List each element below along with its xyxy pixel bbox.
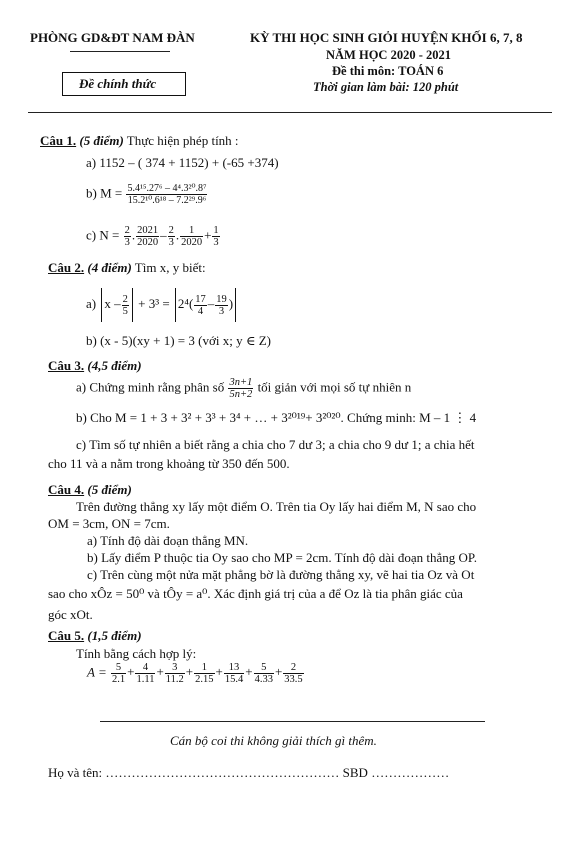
- abs-bar-right2: [235, 288, 236, 322]
- q5-instruction: Tính bằng cách hợp lý:: [76, 646, 197, 661]
- q2-instruction: Tìm x, y biết:: [134, 260, 206, 275]
- q4-b: b) Lấy điểm P thuộc tia Oy sao cho MP = 2cm. Tính độ dài đoạn thẳng OP.: [87, 550, 477, 565]
- q3-a-post: tối giản với mọi số tự nhiên n: [257, 379, 412, 395]
- q3-a: [76, 377, 411, 400]
- plus-sign: +: [127, 664, 135, 680]
- q4-a: a) Tính độ dài đoạn thẳng MN.: [87, 533, 249, 548]
- q1-points: (5 điểm): [79, 133, 124, 148]
- subject: Đề thi môn: TOÁN 6: [332, 64, 444, 78]
- q5-term-3: $\frac{3}{11.2}$: [165, 662, 184, 685]
- q4-c-line1: c) Trên cùng một nửa mặt phẳng bờ là đường thẳng xy, vẽ hai tia Oz và Ot: [87, 567, 475, 582]
- footer-note: Cán bộ coi thi không giải thích gì thêm.: [170, 733, 377, 748]
- office-name: PHÒNG GD&ĐT NAM ĐÀN: [30, 30, 195, 45]
- q2-a-x: x –: [104, 295, 121, 311]
- plus-sign: +: [185, 664, 194, 680]
- q2-points: (4 điểm): [87, 260, 132, 275]
- q1-c-frac5: $\frac{1}{3}$: [213, 225, 219, 248]
- q2-label: Câu 2.: [48, 260, 85, 275]
- q2-b: b) (x - 5)(xy + 1) = 3 (với x; y ∈ Z): [86, 333, 271, 348]
- q1-b-fraction: [126, 183, 207, 206]
- q3-points: (4,5 điểm): [87, 358, 142, 373]
- official-label: Đề chính thức: [79, 76, 157, 91]
- q1-b: [86, 183, 208, 206]
- q5-term-5: $\frac{13}{15.4}$: [224, 662, 244, 685]
- q1-c-frac2: $\frac{2021}{2020}$: [137, 225, 159, 248]
- q3-a-frac: $\frac{3n+1}{5n+2}$: [229, 377, 253, 400]
- q1-c-prefix: c) N =: [86, 227, 120, 243]
- plus-sign: +: [245, 664, 253, 680]
- plus-sign: +: [156, 664, 164, 680]
- q1-c-frac1: $\frac{2}{3}$: [124, 225, 130, 248]
- q3-heading: [48, 358, 142, 374]
- q4-intro1: Trên đường thẳng xy lấy một điểm O. Trên tia Oy lấy hai điểm M, N sao cho: [76, 499, 477, 514]
- q5-expression: [87, 662, 305, 685]
- q2-a-prefix: a): [86, 295, 97, 311]
- q5-term-7: $\frac{2}{33.5}$: [284, 662, 303, 685]
- q4-heading: [48, 482, 132, 498]
- official-box: [62, 72, 186, 96]
- q1-instruction: Thực hiện phép tính :: [126, 133, 239, 148]
- candidate-name-line: Họ và tên: ……………………………………………… SBD ………………: [48, 765, 450, 780]
- q4-intro2: OM = 3cm, ON = 7cm.: [48, 516, 170, 531]
- q1-a: a) 1152 – ( 374 + 1152) + (-65 +374): [86, 155, 279, 170]
- q4-label: Câu 4.: [48, 482, 85, 497]
- q5-term-4: $\frac{1}{2.15}$: [195, 662, 214, 685]
- q2-a-close: ): [228, 295, 234, 311]
- abs-bar-right: [132, 288, 133, 322]
- exam-title: KỲ THI HỌC SINH GIỎI HUYỆN KHỐI 6, 7, 8: [250, 30, 523, 45]
- header-divider: [28, 112, 552, 113]
- q1-b-numerator: 5.4¹⁵.27⁶ – 4⁴.3²⁰.8⁷: [127, 183, 207, 194]
- q3-label: Câu 3.: [48, 358, 85, 373]
- q4-c-line2: sao cho xÔz = 50⁰ và tÔy = a⁰. Xác định giá trị của a để Oz là tia phân giác của: [48, 586, 463, 601]
- q2-heading: [48, 260, 206, 276]
- q5-heading: [48, 628, 142, 644]
- q5-term-1: $\frac{5}{2.1}$: [111, 662, 126, 685]
- q1-b-prefix: b) M =: [86, 185, 123, 201]
- q5-term-6: $\frac{5}{4.33}$: [254, 662, 273, 685]
- q4-points: (5 điểm): [87, 482, 132, 497]
- q5-points: (1,5 điểm): [87, 628, 142, 643]
- q2-a-mid: + 3³ =: [138, 295, 170, 311]
- q1-c-frac3: $\frac{2}{3}$: [168, 225, 174, 248]
- q1-c: c) N = $\frac{2}{3}$ . $\frac{2021}{2020}$ – $\frac{2}{3}$ . $\frac{1}{2020}$ + $\frac{1}{3}$: [86, 225, 219, 248]
- q2-a-frac2: $\frac{17}{4}$: [195, 293, 206, 317]
- q1-heading: [40, 133, 239, 149]
- q3-c-line2: cho 11 và a nằm trong khoảng từ 350 đến 500.: [48, 456, 290, 471]
- q5-label: Câu 5.: [48, 628, 85, 643]
- q3-a-pre: a) Chứng minh rằng phân số: [76, 379, 225, 395]
- q5-a-prefix: A =: [87, 664, 107, 680]
- q5-terms: [110, 662, 305, 685]
- q2-a-frac3: $\frac{19}{3}$: [216, 293, 227, 317]
- plus-sign: +: [274, 664, 283, 680]
- q1-c-frac4: $\frac{1}{2020}$: [181, 225, 203, 248]
- q3-c-line1: c) Tìm số tự nhiên a biết rằng a chia cho 7 dư 3; a chia cho 9 dư 1; a chia hết: [76, 437, 475, 452]
- exam-time: Thời gian làm bài: 120 phút: [313, 80, 459, 94]
- q1-b-denominator: 15.2¹⁰.6¹⁸ – 7.2²⁹.9⁶: [127, 195, 207, 206]
- q3-b: b) Cho M = 1 + 3 + 3² + 3³ + 3⁴ + … + 3²⁰¹⁹+ 3²⁰²⁰. Chứng minh: M – 1 ⋮ 4: [76, 410, 477, 425]
- abs-bar-left2: [175, 288, 176, 322]
- q4-c-line3: góc xOt.: [48, 607, 93, 622]
- school-year: NĂM HỌC 2020 - 2021: [326, 48, 451, 62]
- abs-bar-left: [101, 288, 102, 322]
- q2-a: a) x – $\frac{2}{5}$ + 3³ = 2⁴( $\frac{17}{4}$ – $\frac{19}{3}$ ): [86, 288, 238, 322]
- office-underline: [70, 51, 170, 52]
- q2-a-power: 2⁴(: [177, 295, 194, 311]
- q5-term-2: $\frac{4}{1.11}$: [136, 662, 155, 685]
- footer-divider: [100, 721, 485, 722]
- q2-a-frac: $\frac{2}{5}$: [122, 293, 128, 317]
- q1-label: Câu 1.: [40, 133, 77, 148]
- plus-sign: +: [215, 664, 223, 680]
